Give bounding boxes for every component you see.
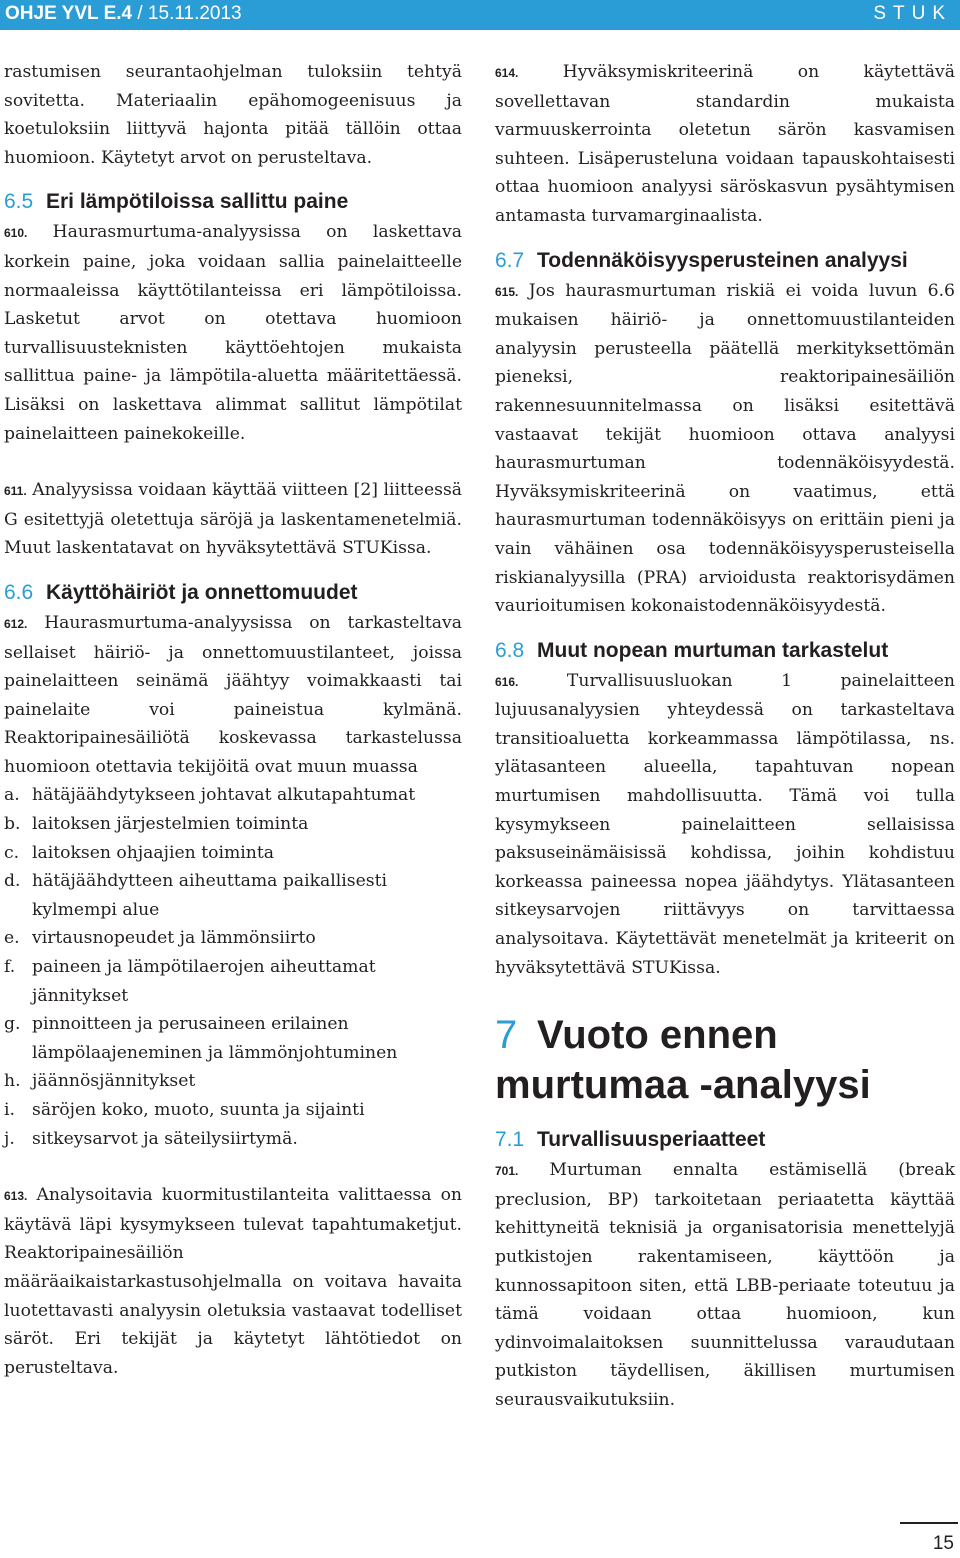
- paragraph-text: Analysoitavia kuormitustilanteita valittaessa on käytävä läpi kysymykseen tulevat tapahtumaketjut. Reaktoripainesäiliön määräaikaistarkastusohjelmalla on voitava havaita luotettavasti analyysin oletuksia vastaavat todelliset säröt. Eri tekijät ja käytetyt lähtötiedot on perusteltava.: [4, 1185, 462, 1378]
- paragraph-text: Haurasmurtuma-analyysissa on tarkasteltava sellaiset häiriö- ja onnettomuustilanteet, joissa painelaitteen seinämä jäähtyy voimakkaasti tai painelaite voi paineistua kylmänä. Reaktoripainesäiliötä koskevassa tarkastelussa huomioon otettavia tekijöitä ovat muun muassa: [4, 612, 462, 777]
- list-letter: h.: [4, 1071, 21, 1092]
- section-number: 7.1: [495, 1128, 525, 1152]
- list-text: säröjen koko, muoto, suunta ja sijainti: [32, 1100, 365, 1120]
- paragraph-text: Jos haurasmurtuman riskiä ei voida luvun 6.6 mukaisen häiriö- ja onnettomuustilanteiden analyysin perusteella päätellä merkityksettömän pieneksi, reaktoripainesäiliön rakennesuunnitelmassa on lisäksi esitettävä vastaavat tekijät huomioon ottava analyysi haurasmurtuman todennäköisyydestä. Hyväksymiskriteerinä on vaatimus, että haurasmurtuman todennäköisyys on erittäin pieni ja vain vähäinen osa todennäköisyysperusteisella riskianalyysilla (PRA) arvioidusta reaktorisydämen vaurioitumisen kokonaistodennäköisyydestä.: [495, 280, 955, 617]
- section-heading-6-8: [495, 635, 955, 667]
- paragraph-610: [4, 218, 462, 448]
- paragraph-number: 612.: [4, 616, 28, 631]
- paragraph-number: 614.: [495, 66, 519, 80]
- section-title: Turvallisuusperiaatteet: [537, 1128, 766, 1152]
- paragraph-number: 615.: [495, 284, 519, 299]
- list-text: virtausnopeudet ja lämmönsiirto: [32, 928, 316, 949]
- doc-id: OHJE YVL E.4: [5, 3, 133, 24]
- paragraph-615: [495, 277, 955, 621]
- list-item: [4, 781, 462, 810]
- footer-rule: [900, 1522, 958, 1524]
- paragraph-number: 616.: [495, 674, 519, 689]
- list-item: [4, 924, 462, 953]
- paragraph-613: [4, 1181, 462, 1382]
- section-number: 6.6: [4, 580, 34, 604]
- paragraph-number: 610.: [4, 226, 28, 241]
- paragraph-text: Murtuman ennalta estämisellä (break preclusion, BP) tarkoitetaan periaatetta käyttää kehittyneitä teknisiä ja organisatorisia menettelyjä putkistojen rakentamiseen, käyttöön ja kunnossapitoon siten, että LBB-periaate toteutuu ja tämä voidaan ottaa huomioon, kun ydinvoimalaitoksen suunnittelussa varaudutaan putkiston täydellisen, äkillisen murtumisen seurausvaikutuksiin.: [495, 1160, 955, 1410]
- section-number: 6.7: [495, 248, 525, 272]
- section-title: Eri lämpötiloissa sallittu paine: [46, 190, 349, 214]
- section-number: 6.8: [495, 638, 525, 662]
- left-column: [4, 58, 462, 1382]
- list-item: [4, 867, 462, 924]
- list-text: hätäjäähdytteen aiheuttama paikallisesti kylmempi alue: [32, 871, 388, 920]
- page-number: 15: [932, 1533, 954, 1554]
- right-column: [495, 58, 955, 1415]
- paragraph-number: 613.: [4, 1189, 28, 1204]
- list-item: [4, 810, 462, 839]
- list-letter: f.: [4, 957, 16, 978]
- list-letter: b.: [4, 814, 21, 835]
- list-item: [4, 839, 462, 868]
- chapter-title-line-1: Vuoto ennen: [537, 1013, 778, 1058]
- org-name: STUK: [873, 3, 952, 24]
- doc-date: / 15.11.2013: [132, 3, 242, 24]
- section-title: Muut nopean murtuman tarkastelut: [537, 638, 889, 662]
- paragraph-701: [495, 1156, 955, 1414]
- paragraph-614: [495, 58, 955, 231]
- section-heading-6-5: [4, 186, 462, 218]
- section-title: Todennäköisyysperusteinen analyysi: [537, 248, 908, 272]
- factor-list: [4, 781, 462, 1153]
- list-letter: a.: [4, 785, 20, 806]
- section-title: Käyttöhäiriöt ja onnettomuudet: [46, 580, 358, 604]
- paragraph-612: [4, 609, 462, 782]
- list-text: pinnoitteen ja perusaineen erilainen lämpölaajeneminen ja lämmönjohtuminen: [32, 1014, 398, 1063]
- chapter-number: 7: [495, 1013, 518, 1058]
- list-letter: i.: [4, 1100, 15, 1120]
- list-item: [4, 1096, 462, 1125]
- section-heading-7-1: [495, 1124, 955, 1156]
- list-text: laitoksen ohjaajien toiminta: [32, 842, 274, 863]
- chapter-heading-7: [495, 1010, 955, 1110]
- section-heading-6-7: [495, 245, 955, 277]
- list-letter: e.: [4, 928, 20, 949]
- doc-reference: [5, 3, 242, 25]
- list-text: paineen ja lämpötilaerojen aiheuttamat jännitykset: [32, 957, 376, 1006]
- paragraph-611: [4, 476, 462, 563]
- list-letter: c.: [4, 842, 20, 863]
- paragraph-number: 701.: [495, 1164, 519, 1179]
- list-letter: g.: [4, 1014, 21, 1035]
- list-item: [4, 1067, 462, 1096]
- list-text: sitkeysarvot ja säteilysiirtymä.: [32, 1128, 298, 1149]
- paragraph-text: Hyväksymiskriteerinä on käytettävä sovellettavan standardin mukaista varmuuskerrointa oletetun särön kasvamisen suhteen. Lisäperusteluna voidaan tapauskohtaisesti ottaa huomioon analyysi säröskasvun pysähtymisen antamasta turvamarginaalista.: [495, 62, 955, 226]
- list-letter: j.: [4, 1128, 15, 1149]
- paragraph-text: Haurasmurtuma-analyysissa on laskettava korkein paine, joka voidaan sallia painelaitteelle normaaleissa käyttötilanteissa eri lämpötiloissa. Lasketut arvot on otettava huomioon turvallisuusteknisten käyttöehtojen mukaista sallittua paine- ja lämpötila-aluetta määritettäessä. Lisäksi on laskettava alimmat sallitut lämpötilat painelaitteen painekokeille.: [4, 222, 463, 444]
- page-header: [0, 0, 960, 30]
- section-heading-6-6: [4, 577, 462, 609]
- list-text: jäännösjännitykset: [32, 1071, 196, 1092]
- paragraph-number: 611.: [4, 484, 27, 499]
- paragraph-616: [495, 667, 955, 983]
- list-text: laitoksen järjestelmien toiminta: [32, 814, 309, 835]
- list-item: [4, 953, 462, 1010]
- intro-paragraph: rastumisen seurantaohjelman tuloksiin tehtyä sovitetta. Materiaalin epähomogeenisuus ja koetuloksiin liittyvä hajonta pitää tällöin ottaa huomioon. Käytetyt arvot on perusteltava.: [4, 62, 462, 168]
- list-letter: d.: [4, 871, 21, 892]
- paragraph-text: Analyysissa voidaan käyttää viitteen [2] liitteessä G esitettyjä oletettuja säröjä ja laskentamenetelmiä. Muut laskentatavat on hyväksytettävä STUKissa.: [4, 480, 463, 559]
- paragraph-text: Turvallisuusluokan 1 painelaitteen lujuusanalyysien yhteydessä on tarkasteltava transitioaluetta korkeammassa lämpötilassa, ns. ylätasanteen alueella, tapahtuvan nopean murtumisen mahdollisuutta. Tämä voi tulla kysymykseen painelaitteen sellaisissa paksuseinämäisissä kohdissa, joihin kohdistuu korkeassa paineessa nopea jäähdytys. Ylätasanteen sitkeysarvojen riittävyys on tarvittaessa analysoitava. Käytettävät menetelmät ja kriteerit on hyväksytettävä STUKissa.: [495, 670, 955, 978]
- section-number: 6.5: [4, 190, 34, 214]
- list-item: [4, 1010, 462, 1067]
- list-item: [4, 1125, 462, 1154]
- chapter-title-line-2: murtumaa -analyysi: [495, 1063, 871, 1108]
- list-text: hätäjäähdytykseen johtavat alkutapahtumat: [32, 785, 416, 806]
